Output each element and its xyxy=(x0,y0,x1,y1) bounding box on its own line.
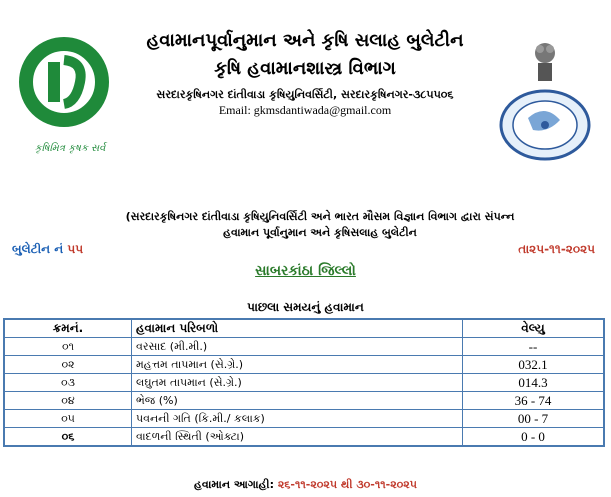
col-header-parameter: હવામાન પરિબળો xyxy=(132,319,463,338)
col-header-serial: ક્રમનં. xyxy=(4,319,132,338)
table-row xyxy=(4,428,604,447)
row-parameter: લઘુતમ તાપમાન (સે.ગ્રે.) xyxy=(132,374,463,392)
bulletin-number-value: ૫૫ xyxy=(67,242,84,256)
table-row xyxy=(4,338,604,356)
col-header-value: વેલ્યુ xyxy=(463,319,605,338)
row-serial: ૦૬ xyxy=(4,428,132,447)
row-parameter: વરસાદ (મી.મી.) xyxy=(132,338,463,356)
table-row xyxy=(4,410,604,428)
university-address: સરદારકૃષિનગર દાંતીવાડા કૃષિયુનિવર્સિટી, સરદારકૃષિનગર-૩૮૫૫૦૬ xyxy=(156,88,454,101)
row-parameter: ભેજ (%) xyxy=(132,392,463,410)
row-value: 36 - 74 xyxy=(463,392,605,410)
row-serial: ૦૪ xyxy=(4,392,132,410)
department-title: કૃષિ હવામાનશાસ્ત્ર વિભાગ xyxy=(214,58,396,79)
forecast-label: હવામાન આગાહી: xyxy=(194,478,274,491)
row-value: 00 - 7 xyxy=(463,410,605,428)
district-heading xyxy=(0,263,611,279)
row-value: 032.1 xyxy=(463,356,605,374)
imd-seal-icon xyxy=(498,88,593,163)
email-text: Email: gkmsdantiwada@gmail.com xyxy=(218,103,392,117)
subheader-line1: (સરદારકૃષિનગર દાંતીવાડા કૃષિયુનિવર્સિટી અને ભારત મૌસમ વિજ્ઞાન વિભાગ દ્વારા સંપન્ન xyxy=(125,210,515,223)
table-row xyxy=(4,356,604,374)
row-value: 0 - 0 xyxy=(463,428,605,447)
row-serial: ૦૧ xyxy=(4,338,132,356)
row-parameter: વાદળની સ્થિતી (ઓક્ટા) xyxy=(132,428,463,447)
bulletin-label: બુલેટીન નં xyxy=(12,242,64,256)
forecast-range: ૨૬-૧૧-૨૦૨૫ થી ૩૦-૧૧-૨૦૨૫ xyxy=(277,478,417,491)
bulletin-number xyxy=(12,242,83,257)
district-name: સાબરકાંઠા જિલ્લો xyxy=(255,263,356,279)
logo-caption: કૃષિમિત્ર કૃષક સર્વ xyxy=(34,143,106,154)
table-header-row xyxy=(4,319,604,338)
row-serial: ૦૫ xyxy=(4,410,132,428)
row-value: -- xyxy=(463,338,605,356)
row-value: 014.3 xyxy=(463,374,605,392)
subheader-line2: હવામાન પૂર્વાનુમાન અને કૃષિસલાહ બુલેટીન xyxy=(223,226,417,239)
table-row xyxy=(4,392,604,410)
bulletin-title: હવામાનપૂર્વાનુમાન અને કૃષિ સલાહ બુલેટીન xyxy=(146,30,464,51)
forecast-heading xyxy=(0,478,611,492)
row-parameter: પવનની ગતિ (કિ.મી./ કલાક) xyxy=(132,410,463,428)
table-row xyxy=(4,374,604,392)
past-weather-title: પાછલા સમયનું હવામાન xyxy=(247,300,364,314)
bulletin-date: તા૨૫-૧૧-૨૦૨૫ xyxy=(518,242,595,256)
weather-table xyxy=(3,318,605,447)
row-parameter: મહત્તમ તાપમાન (સે.ગ્રે.) xyxy=(132,356,463,374)
row-serial: ૦૩ xyxy=(4,374,132,392)
emblem-icon xyxy=(520,35,570,85)
row-serial: ૦૨ xyxy=(4,356,132,374)
